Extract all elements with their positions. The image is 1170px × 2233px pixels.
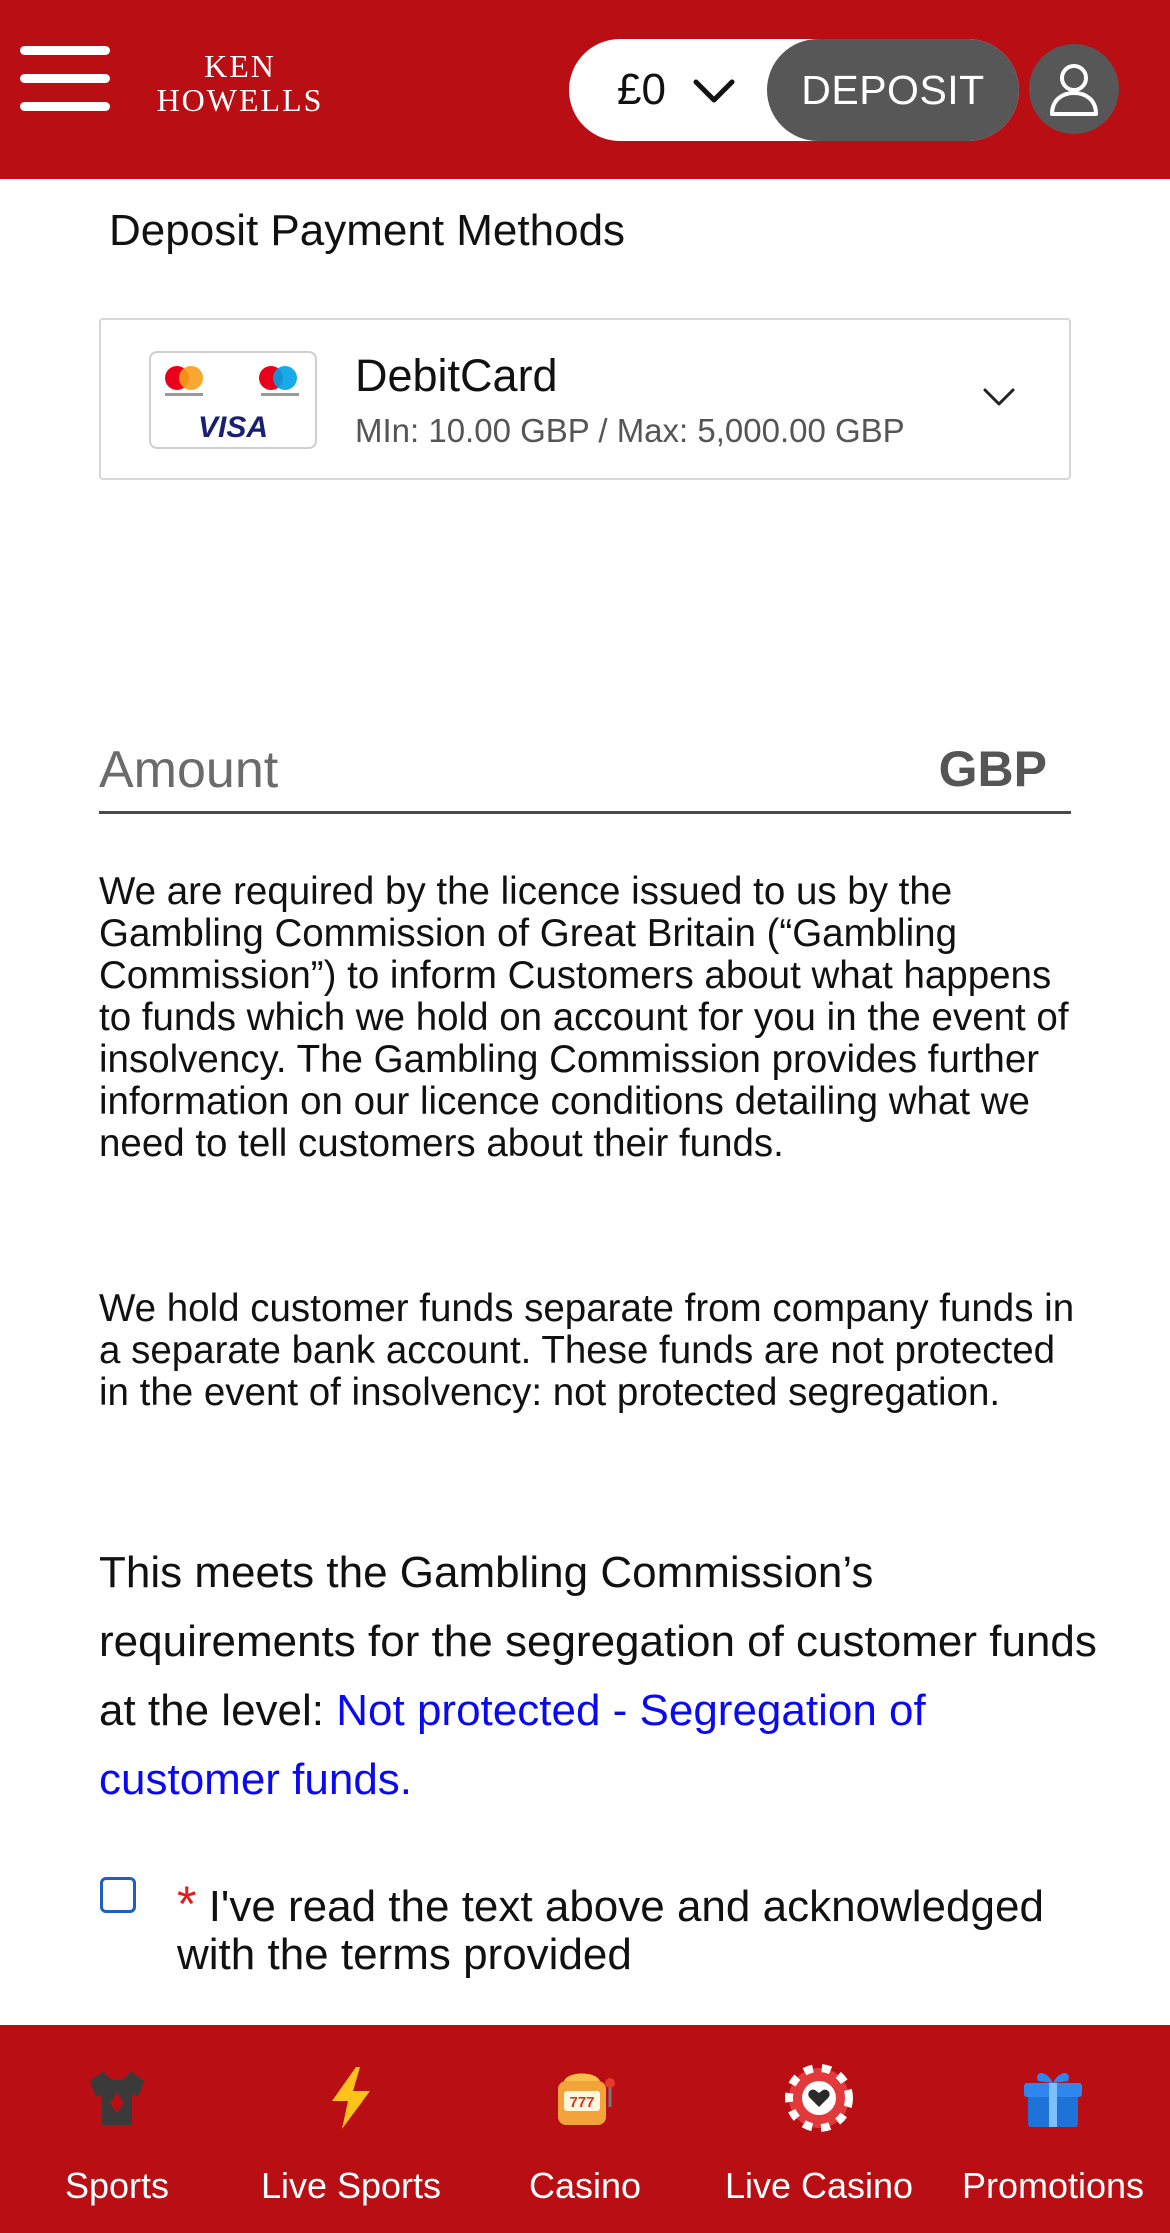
balance-deposit-pill (569, 39, 1019, 141)
nav-item-live-casino[interactable] (702, 2025, 936, 2233)
bottom-navigation (0, 2025, 1170, 2233)
lightning-icon (316, 2063, 386, 2133)
chevron-down-icon (979, 377, 1019, 417)
acknowledge-text: I've read the text above and acknowledged with the terms provided (177, 1882, 1044, 1979)
user-icon (1049, 62, 1099, 116)
nav-label-sports: Sports (64, 2165, 170, 2206)
acknowledge-checkbox[interactable] (100, 1877, 136, 1913)
acknowledge-label[interactable] (177, 1876, 1077, 1979)
visa-text: VISA (197, 411, 269, 444)
licence-info-paragraph: We are required by the licence issued to us by the Gambling Commission of Great Britain (“Gambling Commission”) to inform Customers about what happens to funds which we hold on account for you in the event of insolvency. The Gambling Commission provides further information on our licence conditions detailing what we need to tell customers about their funds. (99, 870, 1069, 1165)
segregation-level-paragraph (99, 1538, 1099, 1814)
logo-line-1: KEN (204, 48, 276, 84)
required-asterisk: * (177, 1876, 197, 1932)
funds-info-paragraph: We hold customer funds separate from company funds in a separate bank account. These funds are not protected in the event of insolvency: not protected segregation. (99, 1287, 1075, 1414)
brand-logo[interactable] (140, 50, 340, 116)
amount-input[interactable] (99, 730, 919, 810)
hamburger-menu-icon[interactable] (20, 46, 112, 112)
nav-item-sports[interactable] (0, 2025, 234, 2233)
top-header (0, 0, 1170, 179)
roulette-chip-icon (784, 2063, 854, 2133)
nav-label-promotions: Promotions (961, 2165, 1145, 2206)
chevron-down-icon (692, 68, 736, 112)
svg-text:777: 777 (569, 2094, 595, 2111)
nav-item-promotions[interactable] (936, 2025, 1170, 2233)
nav-label-casino: Casino (528, 2165, 642, 2206)
amount-field (99, 730, 1071, 814)
gift-icon (1018, 2063, 1088, 2133)
balance-amount: £0 (617, 65, 666, 114)
segregation-level-link[interactable]: Not protected - Segregation of customer funds. (99, 1686, 926, 1804)
amount-currency: GBP (938, 741, 1047, 797)
account-button[interactable] (1029, 44, 1119, 134)
logo-line-2: HOWELLS (156, 82, 324, 118)
payment-method-selector[interactable] (99, 318, 1071, 480)
balance-dropdown[interactable] (569, 39, 779, 141)
deposit-button[interactable]: DEPOSIT (767, 39, 1019, 141)
card-brands-icon (151, 353, 315, 447)
payment-method-limits: MIn: 10.00 GBP / Max: 5,000.00 GBP (355, 412, 905, 449)
card-brands-logo (149, 351, 317, 449)
page-title: Deposit Payment Methods (109, 206, 626, 255)
payment-method-name: DebitCard (355, 350, 558, 401)
slot-machine-icon (550, 2063, 620, 2133)
jersey-icon (82, 2063, 152, 2133)
nav-item-live-sports[interactable] (234, 2025, 468, 2233)
nav-label-live-casino: Live Casino (724, 2165, 914, 2206)
segregation-level-text: This meets the Gambling Commission’s requirements for the segregation of customer funds at the level: (99, 1548, 1097, 1735)
nav-item-casino[interactable] (468, 2025, 702, 2233)
nav-label-live-sports: Live Sports (260, 2165, 442, 2206)
